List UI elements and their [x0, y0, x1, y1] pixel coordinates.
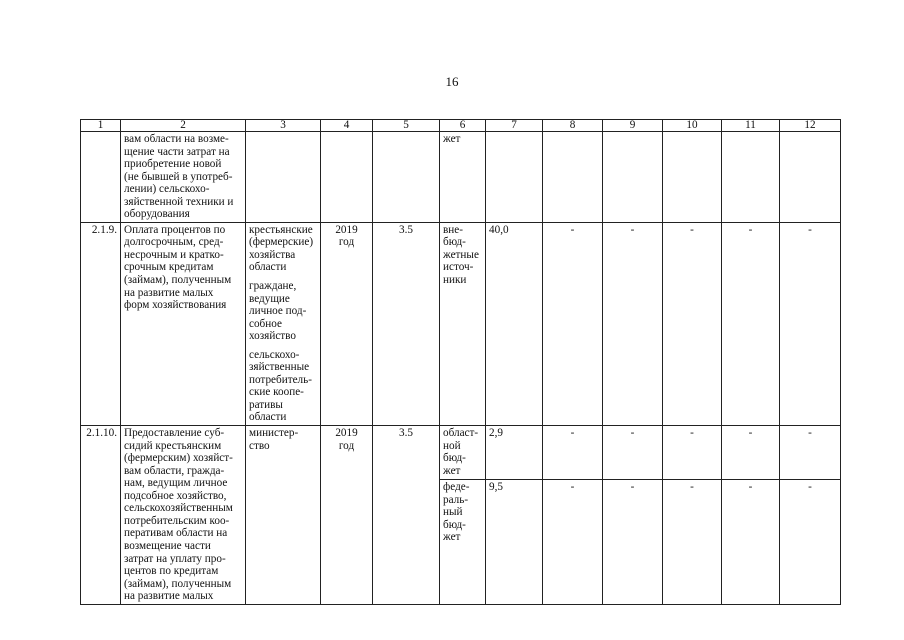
cell-source: феде- раль- ный бюд- жет — [440, 480, 486, 604]
cell-year: 2019 год — [321, 426, 373, 605]
cell-amount: 2,9 — [486, 426, 543, 480]
col-header-9: 9 — [603, 120, 663, 132]
col-header-12: 12 — [780, 120, 841, 132]
col-header-3: 3 — [246, 120, 321, 132]
table-row — [81, 222, 841, 425]
cell-dash: - — [543, 426, 603, 480]
col-header-5: 5 — [373, 120, 440, 132]
recipient-text: граждане, ведущие личное под- собное хозяйство — [249, 280, 307, 343]
header-row — [81, 120, 841, 132]
col-header-1: 1 — [81, 120, 121, 132]
page-number: 16 — [445, 74, 459, 89]
program-table — [80, 119, 841, 605]
cell-dash: - — [780, 426, 841, 480]
col-header-11: 11 — [722, 120, 780, 132]
cell-description: вам области на возме- щение части затрат на приобретение новой (не бывшей в употреб- лении) сельскохо- зяйственной техники и оборудования — [121, 132, 246, 223]
cell-num — [81, 132, 121, 223]
cell-year — [321, 132, 373, 223]
cell-dash: - — [603, 426, 663, 480]
col-header-10: 10 — [663, 120, 722, 132]
cell-description: Оплата процентов по долгосрочным, сред- несрочным и кратко- срочным кредитам (займам), полученным на развитие малых форм хозяйствования — [121, 222, 246, 425]
table-row — [81, 426, 841, 480]
cell-dash: - — [780, 222, 841, 425]
cell-description: Предоставление суб- сидий крестьянским (фермерским) хозяйст- вам области, гражда- нам, ведущим личное подсобное хозяйство, сельскохозяйственным потребительским коо- перативам области на возмещение части затрат на уплату про- центов по кредитам (займам), полученным на развитие малых — [121, 426, 246, 605]
cell-empty — [603, 132, 663, 223]
recipient-text: крестьянские (фермерские) хозяйства области — [249, 223, 314, 274]
cell-dash: - — [780, 480, 841, 604]
col-header-4: 4 — [321, 120, 373, 132]
col-header-8: 8 — [543, 120, 603, 132]
cell-amount: 40,0 — [486, 222, 543, 425]
cell-num: 2.1.10. — [81, 426, 121, 605]
cell-source: жет — [440, 132, 486, 223]
cell-empty — [722, 132, 780, 223]
table-row — [81, 132, 841, 223]
cell-dash: - — [543, 480, 603, 604]
cell-empty — [543, 132, 603, 223]
cell-recipient — [246, 132, 321, 223]
cell-dash: - — [722, 222, 780, 425]
cell-dash: - — [722, 426, 780, 480]
cell-empty — [780, 132, 841, 223]
cell-col5: 3.5 — [373, 426, 440, 605]
cell-dash: - — [603, 480, 663, 604]
cell-dash: - — [722, 480, 780, 604]
cell-col5: 3.5 — [373, 222, 440, 425]
cell-col5 — [373, 132, 440, 223]
cell-source: област- ной бюд- жет — [440, 426, 486, 480]
cell-source: вне- бюд- жетные источ- ники — [440, 222, 486, 425]
recipient-text: сельскохо- зяйственные потребитель- ские коопе- ративы области — [249, 348, 312, 424]
cell-dash: - — [663, 222, 722, 425]
col-header-7: 7 — [486, 120, 543, 132]
cell-amount — [486, 132, 543, 223]
cell-num: 2.1.9. — [81, 222, 121, 425]
cell-amount: 9,5 — [486, 480, 543, 604]
col-header-2: 2 — [121, 120, 246, 132]
cell-dash: - — [543, 222, 603, 425]
cell-recipient — [246, 222, 321, 425]
col-header-6: 6 — [440, 120, 486, 132]
cell-dash: - — [663, 480, 722, 604]
cell-dash: - — [603, 222, 663, 425]
cell-year: 2019 год — [321, 222, 373, 425]
cell-recipient: министер- ство — [246, 426, 321, 605]
cell-empty — [663, 132, 722, 223]
cell-dash: - — [663, 426, 722, 480]
